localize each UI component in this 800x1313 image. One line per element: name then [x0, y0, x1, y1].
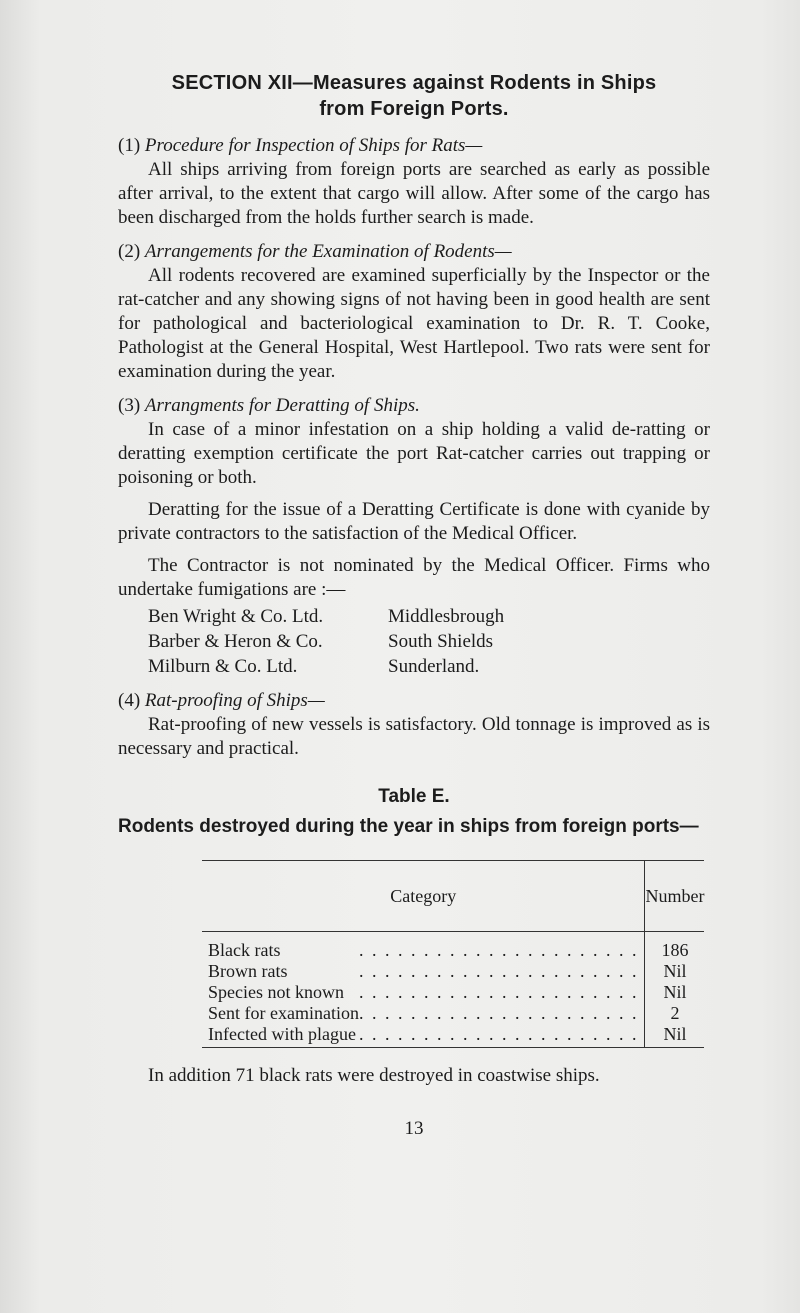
section-4-paragraph: Rat-proofing of new vessels is satisfactory. Old tonnage is improved as is necessary and practical.: [118, 714, 710, 759]
section-3-number: (3): [118, 395, 141, 416]
number-cell: Nil: [663, 961, 687, 981]
section-2-title: Arrangements for the Examination of Rodents—: [144, 241, 512, 262]
section-3: [118, 394, 710, 679]
category-label: Sent for examination: [208, 1003, 359, 1023]
category-label: Black rats: [208, 940, 281, 960]
table-header-row: [202, 861, 704, 932]
firm-row: [118, 604, 710, 629]
section-heading-line2: from Foreign Ports.: [319, 98, 509, 120]
category-cell: [202, 932, 645, 962]
section-1: [118, 134, 710, 230]
category-label: Infected with plague: [208, 1024, 356, 1044]
category-cell: [202, 982, 645, 1003]
section-heading: [118, 70, 710, 122]
number-cell: Nil: [663, 982, 687, 1002]
number-cell: 2: [670, 1003, 680, 1023]
firm-name: Ben Wright & Co. Ltd.: [148, 606, 324, 627]
section-1-number: (1): [118, 135, 141, 156]
table-row: [202, 961, 704, 982]
section-1-heading: [118, 134, 710, 158]
firms-list: [118, 604, 710, 679]
table-title: Table E.: [378, 786, 450, 807]
firm-name: Barber & Heron & Co.: [148, 631, 323, 652]
section-2-heading: [118, 240, 710, 264]
section-4-number: (4): [118, 690, 141, 711]
column-header-number: Number: [645, 861, 704, 932]
section-4-title: Rat-proofing of Ships—: [144, 690, 325, 711]
category-cell: [202, 1024, 645, 1048]
leader-dots: . . . . . . . . . . . . . . . . . . . . . .: [358, 982, 639, 1002]
table-row: [202, 1003, 704, 1024]
page-content: [118, 70, 710, 1140]
section-3-paragraph-1: In case of a minor infestation on a ship holding a valid de-ratting or deratting exemption certificate the port Rat-catcher carries out trapping or poisoning or both.: [118, 419, 710, 488]
firm-row: [118, 654, 710, 679]
firm-place: South Shields: [388, 631, 494, 652]
category-label: Brown rats: [208, 961, 288, 981]
section-2-paragraph: All rodents recovered are examined superficially by the Inspector or the rat-catcher and any showing signs of not having been in good health are sent for pathological and bacteriological examination to Dr. R. T. Cooke, Pathologist at the General Hospital, West Hartlepool. Two rats were sent for examination during the year.: [118, 265, 710, 382]
firm-place: Middlesbrough: [388, 606, 505, 627]
section-1-paragraph: All ships arriving from foreign ports are searched as early as possible after arrival, to the extent that cargo will allow. After some of the cargo has been discharged from the holds further search is made.: [118, 159, 710, 228]
firm-name: Milburn & Co. Ltd.: [148, 656, 298, 677]
category-label: Species not known: [208, 982, 344, 1002]
rodents-table: [202, 860, 704, 1048]
leader-dots: . . . . . . . . . . . . . . . . . . . . . .: [358, 940, 639, 960]
number-cell: Nil: [645, 1024, 704, 1048]
page-number: 13: [404, 1118, 424, 1139]
firm-row: [118, 629, 710, 654]
leader-dots: . . . . . . . . . . . . . . . . . . . . . .: [358, 1003, 639, 1023]
after-table-note: In addition 71 black rats were destroyed in coastwise ships.: [148, 1065, 600, 1086]
section-4-heading: [118, 689, 710, 713]
column-header-category: Category: [202, 861, 645, 932]
section-1-title: Procedure for Inspection of Ships for Rats—: [144, 135, 483, 156]
section-heading-line1: SECTION XII—Measures against Rodents in Ships: [171, 72, 657, 94]
section-3-heading: [118, 394, 710, 418]
section-4: [118, 689, 710, 761]
section-3-title: Arrangments for Deratting of Ships.: [144, 395, 420, 416]
table-row: [202, 982, 704, 1003]
firm-place: Sunderland.: [388, 656, 480, 677]
section-2-number: (2): [118, 241, 141, 262]
section-3-paragraph-3: The Contractor is not nominated by the Medical Officer. Firms who undertake fumigations are :—: [118, 555, 710, 600]
leader-dots: . . . . . . . . . . . . . . . . . . . . . .: [358, 1024, 639, 1044]
table-row: [202, 932, 704, 962]
leader-dots: . . . . . . . . . . . . . . . . . . . . . .: [358, 961, 639, 981]
section-3-paragraph-2: Deratting for the issue of a Deratting Certificate is done with cyanide by private contractors to the satisfaction of the Medical Officer.: [118, 499, 710, 544]
table-row: [202, 1024, 704, 1048]
category-cell: [202, 961, 645, 982]
table-description: Rodents destroyed during the year in ships from foreign ports—: [118, 816, 699, 837]
category-cell: [202, 1003, 645, 1024]
section-2: [118, 240, 710, 384]
number-cell: 186: [661, 940, 689, 960]
